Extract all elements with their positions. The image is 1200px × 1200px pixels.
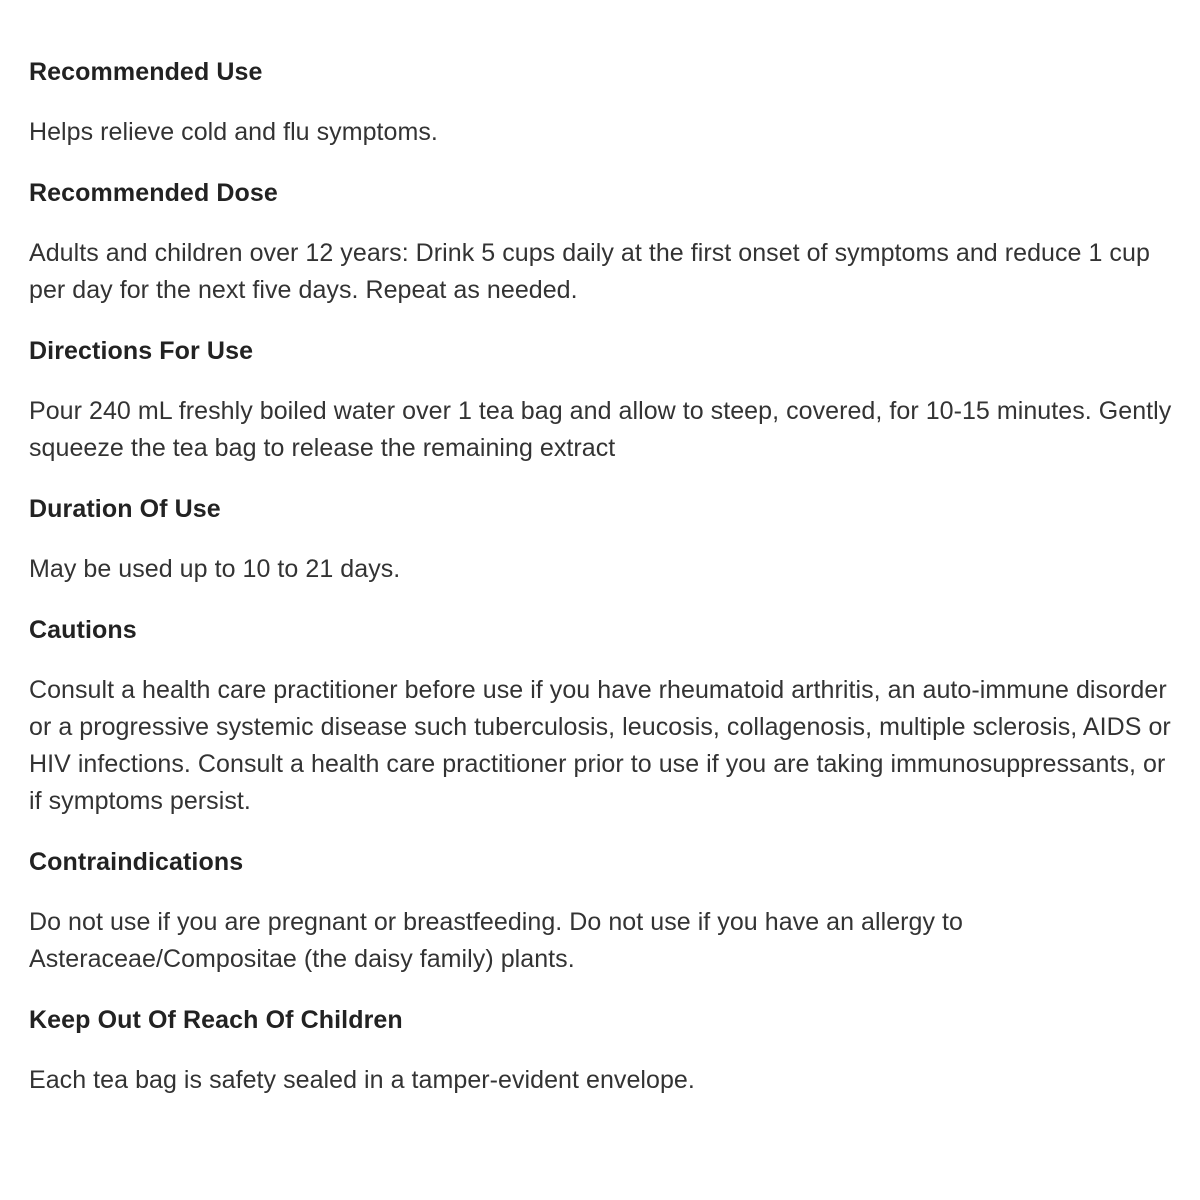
section-body: Do not use if you are pregnant or breastfeeding. Do not use if you have an allergy to Asteraceae/Compositae (the daisy family) plants. — [29, 908, 963, 973]
section-heading: Duration Of Use — [29, 495, 221, 523]
section-cautions — [29, 612, 1179, 820]
section-body: Adults and children over 12 years: Drink 5 cups daily at the first onset of symptoms and reduce 1 cup per day for the next five days. Repeat as needed. — [29, 239, 1150, 304]
section-keep-out-of-reach — [29, 1002, 1179, 1099]
section-heading: Recommended Use — [29, 58, 263, 86]
section-body: May be used up to 10 to 21 days. — [29, 555, 401, 583]
section-recommended-dose — [29, 175, 1179, 309]
section-contraindications — [29, 844, 1179, 978]
section-heading: Recommended Dose — [29, 179, 278, 207]
section-heading: Cautions — [29, 616, 137, 644]
section-recommended-use — [29, 54, 1179, 151]
section-heading: Keep Out Of Reach Of Children — [29, 1006, 403, 1034]
section-body: Consult a health care practitioner before use if you have rheumatoid arthritis, an auto-immune disorder or a progressive systemic disease such tuberculosis, leucosis, collagenosis, multiple sclerosis, AIDS or HIV infections. Consult a health care practitioner prior to use if you are taking immunosuppressants, or if symptoms persist. — [29, 676, 1171, 815]
section-heading: Contraindications — [29, 848, 244, 876]
section-heading: Directions For Use — [29, 337, 254, 365]
product-information — [29, 54, 1179, 1099]
section-directions-for-use — [29, 333, 1179, 467]
section-body: Helps relieve cold and flu symptoms. — [29, 118, 438, 146]
section-duration-of-use — [29, 491, 1179, 588]
section-body: Each tea bag is safety sealed in a tamper-evident envelope. — [29, 1066, 695, 1094]
section-body: Pour 240 mL freshly boiled water over 1 tea bag and allow to steep, covered, for 10-15 minutes. Gently squeeze the tea bag to release the remaining extract — [29, 397, 1172, 462]
